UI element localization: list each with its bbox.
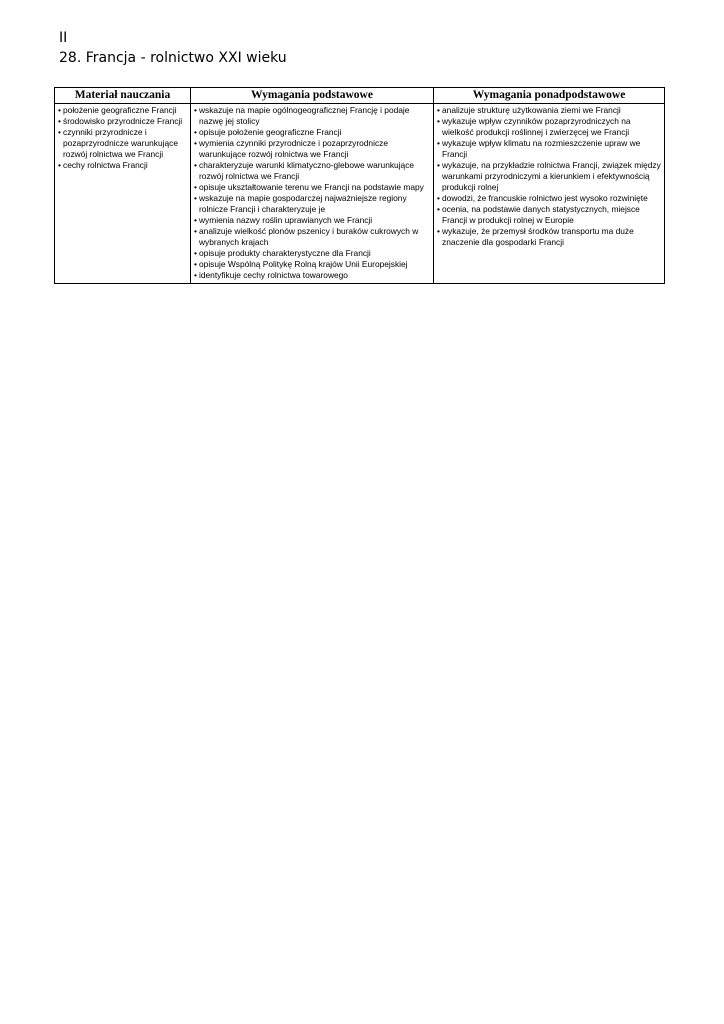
bullet-icon: • bbox=[437, 116, 440, 126]
list-item bbox=[194, 226, 430, 248]
bullet-icon: • bbox=[194, 182, 197, 192]
list-item bbox=[437, 116, 661, 138]
list-item-text: ocenia, na podstawie danych statystycznych, miejsce Francji w produkcji rolnej w Europie bbox=[442, 204, 640, 225]
bullet-icon: • bbox=[194, 160, 197, 170]
advanced-requirements-cell bbox=[434, 104, 665, 284]
bullet-icon: • bbox=[58, 160, 61, 170]
bullet-icon: • bbox=[437, 204, 440, 214]
bullet-icon: • bbox=[194, 105, 197, 115]
list-item-text: położenie geograficzne Francji bbox=[63, 105, 177, 115]
bullet-icon: • bbox=[58, 116, 61, 126]
list-item bbox=[194, 248, 430, 259]
list-item bbox=[194, 215, 430, 226]
list-item bbox=[437, 226, 661, 248]
list-item-text: opisuje położenie geograficzne Francji bbox=[199, 127, 342, 137]
section-label: II bbox=[59, 30, 68, 46]
list-item bbox=[194, 259, 430, 270]
list-item-text: cechy rolnictwa Francji bbox=[63, 160, 148, 170]
bullet-icon: • bbox=[437, 160, 440, 170]
list-item bbox=[437, 204, 661, 226]
column-header-advanced: Wymagania ponadpodstawowe bbox=[434, 88, 665, 104]
bullet-icon: • bbox=[437, 193, 440, 203]
bullet-icon: • bbox=[437, 105, 440, 115]
list-item-text: dowodzi, że francuskie rolnictwo jest wysoko rozwinięte bbox=[442, 193, 648, 203]
bullet-icon: • bbox=[194, 193, 197, 203]
list-item-text: wymienia czynniki przyrodnicze i pozaprzyrodnicze warunkujące rozwój rolnictwa we Francji bbox=[199, 138, 388, 159]
basic-requirements-cell bbox=[191, 104, 434, 284]
bullet-icon: • bbox=[437, 226, 440, 236]
list-item-text: analizuje strukturę użytkowania ziemi we Francji bbox=[442, 105, 621, 115]
list-item bbox=[58, 127, 187, 160]
list-item bbox=[194, 138, 430, 160]
list-item-text: wykazuje, na przykładzie rolnictwa Francji, związek między warunkami przyrodniczymi a kierunkiem i efektywnością produkcji rolnej bbox=[442, 160, 661, 192]
list-item-text: wskazuje na mapie ogólnogeograficznej Francję i podaje nazwę jej stolicy bbox=[199, 105, 410, 126]
page-title: 28. Francja - rolnictwo XXI wieku bbox=[59, 50, 287, 66]
list-item bbox=[437, 105, 661, 116]
list-item-text: identyfikuje cechy rolnictwa towarowego bbox=[199, 270, 348, 280]
requirements-table bbox=[54, 87, 665, 284]
list-item-text: wykazuje wpływ klimatu na rozmieszczenie upraw we Francji bbox=[442, 138, 641, 159]
bullet-icon: • bbox=[194, 270, 197, 280]
list-item-text: wymienia nazwy roślin uprawianych we Francji bbox=[199, 215, 373, 225]
bullet-icon: • bbox=[194, 259, 197, 269]
bullet-icon: • bbox=[194, 248, 197, 258]
list-item-text: czynniki przyrodnicze i pozaprzyrodnicze warunkujące rozwój rolnictwa we Francji bbox=[63, 127, 178, 159]
list-item bbox=[194, 270, 430, 281]
list-item-text: opisuje ukształtowanie terenu we Francji na podstawie mapy bbox=[199, 182, 424, 192]
list-item-text: opisuje produkty charakterystyczne dla Francji bbox=[199, 248, 371, 258]
list-item-text: środowisko przyrodnicze Francji bbox=[63, 116, 183, 126]
bullet-icon: • bbox=[58, 127, 61, 137]
list-item bbox=[58, 116, 187, 127]
list-item bbox=[437, 193, 661, 204]
column-header-material: Materiał nauczania bbox=[55, 88, 191, 104]
bullet-icon: • bbox=[194, 226, 197, 236]
list-item-text: wykazuje, że przemysł środków transportu ma duże znaczenie dla gospodarki Francji bbox=[442, 226, 634, 247]
list-item-text: wskazuje na mapie gospodarczej najważniejsze regiony rolnicze Francji i charakteryzuje je bbox=[199, 193, 407, 214]
list-item-text: opisuje Wspólną Politykę Rolną krajów Unii Europejskiej bbox=[199, 259, 408, 269]
bullet-icon: • bbox=[194, 127, 197, 137]
list-item bbox=[194, 182, 430, 193]
column-header-basic: Wymagania podstawowe bbox=[191, 88, 434, 104]
list-item bbox=[437, 160, 661, 193]
bullet-icon: • bbox=[194, 215, 197, 225]
list-item bbox=[58, 160, 187, 171]
table-row bbox=[55, 104, 665, 284]
list-item bbox=[58, 105, 187, 116]
list-item bbox=[437, 138, 661, 160]
list-item bbox=[194, 105, 430, 127]
list-item-text: analizuje wielkość plonów pszenicy i buraków cukrowych w wybranych krajach bbox=[199, 226, 419, 247]
list-item bbox=[194, 127, 430, 138]
bullet-icon: • bbox=[58, 105, 61, 115]
list-item bbox=[194, 160, 430, 182]
bullet-icon: • bbox=[437, 138, 440, 148]
list-item bbox=[194, 193, 430, 215]
material-cell bbox=[55, 104, 191, 284]
list-item-text: wykazuje wpływ czynników pozaprzyrodniczych na wielkość produkcji roślinnej i zwierzęcej we Francji bbox=[442, 116, 631, 137]
bullet-icon: • bbox=[194, 138, 197, 148]
table-header-row bbox=[55, 88, 665, 104]
list-item-text: charakteryzuje warunki klimatyczno-glebowe warunkujące rozwój rolnictwa we Francji bbox=[199, 160, 415, 181]
